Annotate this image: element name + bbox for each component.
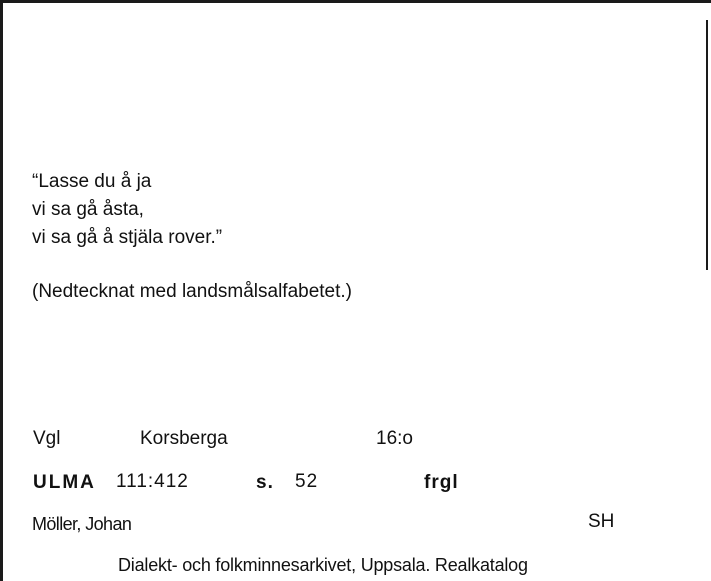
accession-number: 111:412	[116, 471, 189, 492]
card-top-edge	[0, 0, 711, 3]
archive-code: ULMA	[33, 472, 96, 493]
province-code: Vgl	[33, 428, 61, 449]
cataloguer-initials: SH	[588, 511, 615, 532]
archive-footer: Dialekt- och folkminnesarkivet, Uppsala. Realkatalog	[118, 555, 528, 575]
place-name: Korsberga	[140, 428, 228, 449]
page-number: 52	[295, 471, 319, 492]
recorder-name: Möller, Johan	[32, 514, 132, 534]
card-left-edge	[0, 0, 3, 581]
century-code: 16:o	[376, 428, 413, 449]
verse-line-3: vi sa gå å stjäla rover.”	[32, 227, 223, 248]
category-code: frgl	[424, 472, 459, 493]
card-right-edge	[706, 20, 708, 270]
verse-line-1: “Lasse du å ja	[32, 171, 152, 192]
verse-line-2: vi sa gå åsta,	[32, 199, 144, 220]
page-label: s.	[256, 472, 274, 493]
transcription-note: (Nedtecknat med landsmålsalfabetet.)	[32, 281, 352, 302]
